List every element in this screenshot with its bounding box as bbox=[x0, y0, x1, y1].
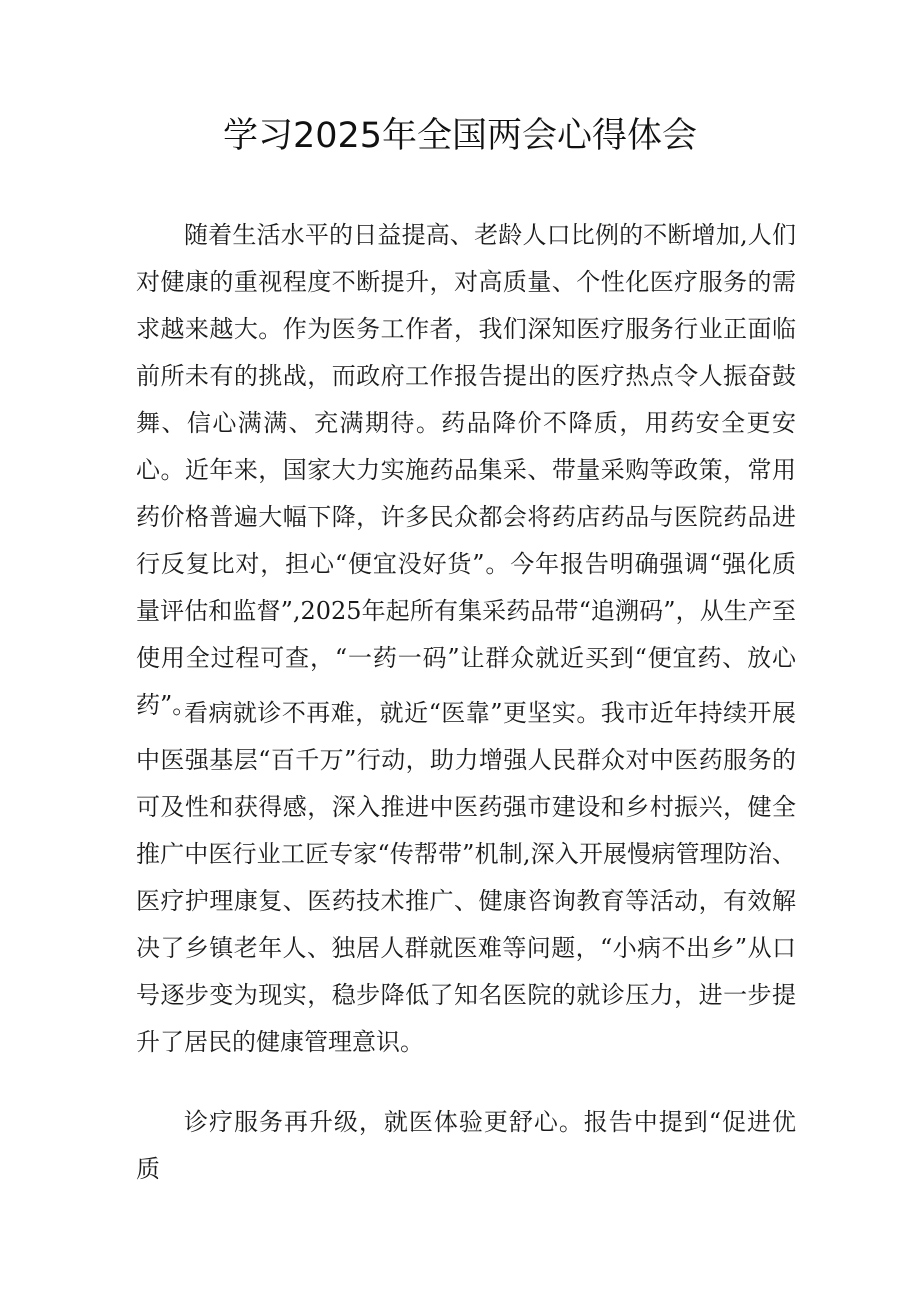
paragraph-3: 诊疗服务再升级，就医体验更舒心。报告中提到“促进优质 bbox=[136, 1108, 796, 1183]
paragraph-2: 看病就诊不再难，就近“医靠”更坚实。我市近年持续开展中医强基层“百千万”行动，助力增强人民群众对中医药服务的可及性和获得感，深入推进中医药强市建设和乡村振兴，健全推广中医行业工匠专家“传帮带”机制,深入开展慢病管理防治、医疗护理康复、医药技术推广、健康咨询教育等活动，有效解决了乡镇老年人、独居人群就医难等问题，“小病不出乡”从口号逐步变为现实，稳步降低了知名医院的就诊压力，进一步提升了居民的健康管理意识。 bbox=[136, 699, 796, 1056]
document-title: 学习2025年全国两会心得体会 bbox=[222, 116, 698, 156]
paragraph-1: 随着生活水平的日益提高、老龄人口比例的不断增加,人们对健康的重视程度不断提升，对高质量、个性化医疗服务的需求越来越大。作为医务工作者，我们深知医疗服务行业正面临前所未有的挑战，而政府工作报告提出的医疗热点令人振奋鼓舞、信心满满、充满期待。药品降价不降质，用药安全更安心。近年来，国家大力实施药品集采、带量采购等政策，常用药价格普遍大幅下降，许多民众都会将药店药品与医院药品进行反复比对，担心“便宜没好货”。今年报告明确强调“强化质量评估和监督”,2025年起所有集采药品带“追溯码”，从生产至使用全过程可查，“一药一码”让群众就近买到“便宜药、放心药”。 bbox=[136, 221, 796, 719]
